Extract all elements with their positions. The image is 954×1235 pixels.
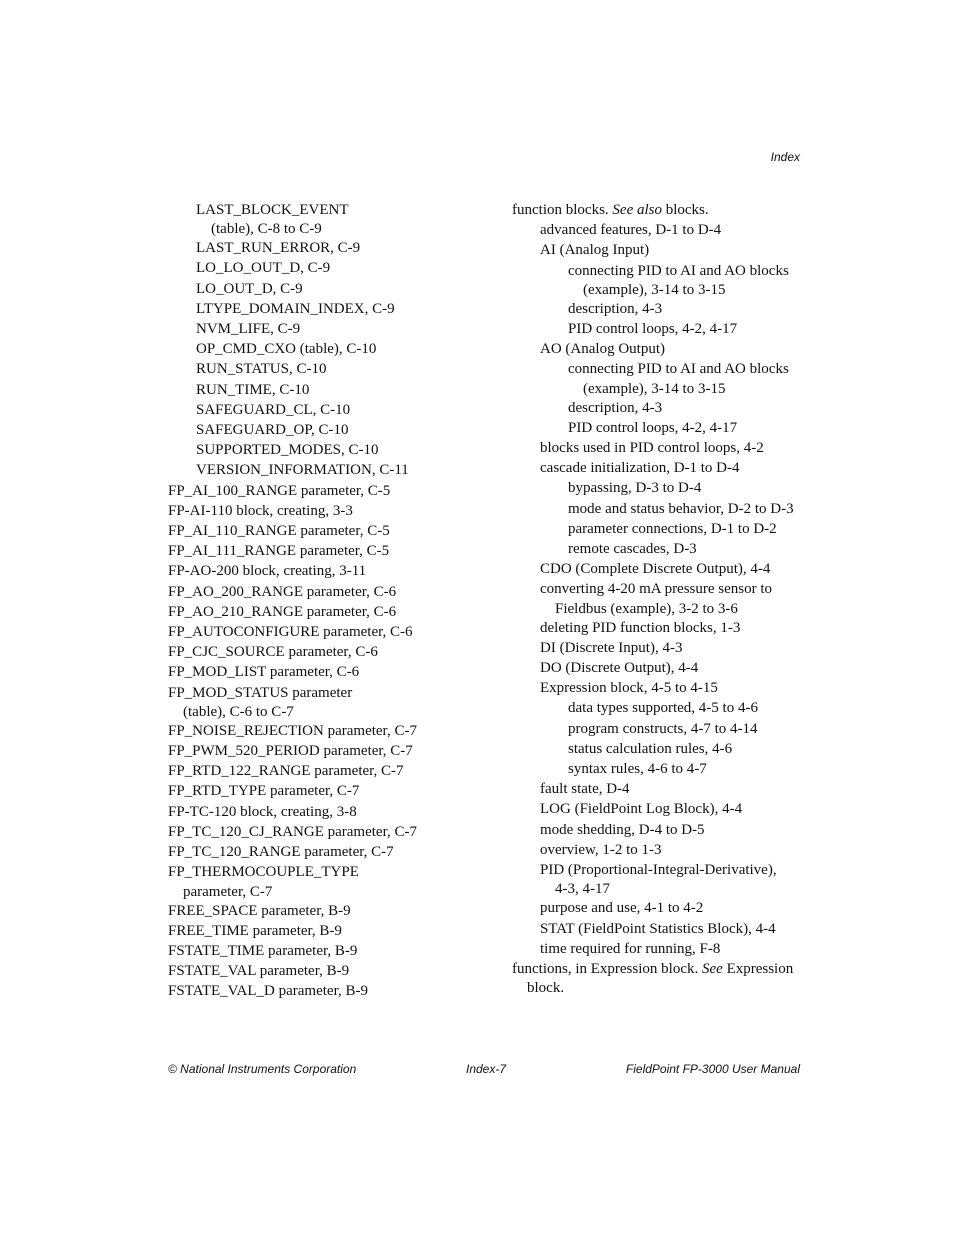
index-entry-text: FP-AO-200 block, creating, 3-11: [168, 563, 367, 580]
index-entry-text: purpose and use, 4-1 to 4-2: [540, 900, 704, 917]
index-entry: [512, 618, 812, 638]
index-entry: [512, 719, 812, 739]
index-entry-text: CDO (Complete Discrete Output), 4-4: [540, 561, 771, 578]
index-entry: [168, 622, 468, 642]
footer-manual-title: FieldPoint FP-3000 User Manual: [625, 1062, 800, 1076]
index-entry: [168, 279, 468, 299]
index-entry: [512, 840, 812, 860]
index-entry: [168, 319, 468, 339]
index-entry: [512, 579, 812, 617]
index-entry: [512, 519, 812, 539]
index-entry: [512, 658, 812, 678]
index-entry: [168, 582, 468, 602]
index-entry-text: bypassing, D-3 to D-4: [568, 480, 702, 497]
index-entry-text: FP_AO_210_RANGE parameter, C-6: [168, 603, 397, 620]
index-entry-text: LAST_BLOCK_EVENT: [196, 202, 349, 218]
index-entry-text: LO_LO_OUT_D, C-9: [196, 260, 331, 277]
index-entry-text: STAT (FieldPoint Statistics Block), 4-4: [540, 920, 776, 937]
index-entry-continuation: block.: [527, 980, 565, 997]
index-entry: [168, 258, 468, 278]
index-entry-continuation: parameter, C-7: [183, 883, 273, 900]
index-entry-text: remote cascades, D-3: [568, 541, 697, 558]
index-entry-text: LAST_RUN_ERROR, C-9: [196, 240, 361, 257]
index-entry: [168, 440, 468, 460]
index-entry: [168, 862, 468, 900]
index-entry-text: SUPPORTED_MODES, C-10: [196, 442, 379, 459]
index-entry-text: [512, 961, 793, 977]
index-entry: [512, 499, 812, 519]
index-entry: [512, 359, 812, 397]
index-entry-text: FP_RTD_122_RANGE parameter, C-7: [168, 763, 404, 780]
index-entry: [512, 939, 812, 959]
index-column-left: [168, 200, 468, 1002]
index-entry-text: fault state, D-4: [540, 781, 630, 798]
index-entry-text: FP_CJC_SOURCE parameter, C-6: [168, 644, 378, 661]
index-entry: [168, 339, 468, 359]
index-entry-text: VERSION_INFORMATION, C-11: [196, 462, 409, 479]
index-entry-text: PID control loops, 4-2, 4-17: [568, 419, 738, 436]
index-entry-text: converting 4-20 mA pressure sensor to: [540, 581, 773, 598]
index-entry-text: FSTATE_TIME parameter, B-9: [168, 942, 358, 959]
index-entry: [512, 200, 812, 220]
index-entry-text: mode and status behavior, D-2 to D-3: [568, 500, 794, 517]
index-entry-text: overview, 1-2 to 1-3: [540, 841, 662, 858]
index-entry: [168, 961, 468, 981]
index-entry: [512, 220, 812, 240]
index-entry: [168, 642, 468, 662]
index-entry-text: DI (Discrete Input), 4-3: [540, 639, 683, 656]
index-entry-text: FP_RTD_TYPE parameter, C-7: [168, 783, 360, 800]
index-entry: [512, 478, 812, 498]
index-entry-text: AO (Analog Output): [540, 341, 665, 358]
index-entry: [168, 822, 468, 842]
index-entry-text: connecting PID to AI and AO blocks: [568, 262, 789, 279]
index-entry-segment: function blocks.: [512, 202, 613, 218]
index-entry: [168, 602, 468, 622]
index-entry: [168, 400, 468, 420]
index-entry: [512, 698, 812, 718]
index-entry-text: connecting PID to AI and AO blocks: [568, 361, 789, 378]
index-entry: [168, 941, 468, 961]
index-entry: [512, 438, 812, 458]
index-entry-text: FSTATE_VAL parameter, B-9: [168, 963, 350, 980]
index-entry: [168, 901, 468, 921]
index-entry-text: LOG (FieldPoint Log Block), 4-4: [540, 801, 743, 818]
index-entry: [512, 919, 812, 939]
index-entry-text: FP_AUTOCONFIGURE parameter, C-6: [168, 624, 413, 641]
index-entry: [512, 261, 812, 299]
index-entry: [512, 339, 812, 359]
index-entry-continuation: (table), C-6 to C-7: [183, 703, 294, 720]
index-entry: [512, 299, 812, 319]
index-entry: [168, 981, 468, 1001]
index-entry-text: FP_TC_120_RANGE parameter, C-7: [168, 844, 394, 861]
index-entry-text: FP_MOD_LIST parameter, C-6: [168, 664, 360, 681]
index-entry-text: status calculation rules, 4-6: [568, 740, 733, 757]
index-entry: [168, 238, 468, 258]
index-entry-text: PID (Proportional-Integral-Derivative),: [540, 862, 777, 879]
index-entry: [168, 741, 468, 761]
index-entry: [168, 200, 468, 238]
index-entry: [512, 898, 812, 918]
index-entry: [512, 959, 812, 997]
index-entry: [168, 781, 468, 801]
see-also-reference: See also: [612, 202, 662, 218]
index-entry-text: OP_CMD_CXO (table), C-10: [196, 341, 377, 358]
index-entry-text: program constructs, 4-7 to 4-14: [568, 720, 758, 737]
index-entry-continuation: (example), 3-14 to 3-15: [583, 281, 726, 298]
index-entry-text: FP_MOD_STATUS parameter: [168, 684, 353, 701]
index-entry: [168, 561, 468, 581]
index-entry-text: FP-TC-120 block, creating, 3-8: [168, 803, 357, 820]
index-entry: [168, 359, 468, 379]
index-entry-text: cascade initialization, D-1 to D-4: [540, 460, 740, 477]
index-entry: [168, 299, 468, 319]
index-entry-continuation: Fieldbus (example), 3-2 to 3-6: [555, 600, 738, 617]
index-entry: [512, 240, 812, 260]
index-entry: [512, 799, 812, 819]
index-entry-text: mode shedding, D-4 to D-5: [540, 821, 705, 838]
index-entry-text: FSTATE_VAL_D parameter, B-9: [168, 983, 368, 1000]
index-entry: [168, 380, 468, 400]
index-entry: [512, 860, 812, 898]
index-entry: [168, 761, 468, 781]
index-entry: [512, 638, 812, 658]
index-entry-text: blocks used in PID control loops, 4-2: [540, 440, 764, 457]
index-entry-text: Expression block, 4-5 to 4-15: [540, 680, 718, 697]
see-also-reference: See: [701, 960, 723, 977]
index-entry: [512, 398, 812, 418]
index-entry-text: FP_TC_120_CJ_RANGE parameter, C-7: [168, 823, 417, 840]
index-entry: [168, 683, 468, 721]
index-entry: [512, 418, 812, 438]
index-entry-text: FP_AO_200_RANGE parameter, C-6: [168, 583, 397, 600]
index-entry-text: FP_NOISE_REJECTION parameter, C-7: [168, 722, 417, 739]
index-entry-segment: Expression: [722, 960, 794, 977]
index-entry: [512, 319, 812, 339]
index-entry: [168, 501, 468, 521]
index-entry-text: deleting PID function blocks, 1-3: [540, 619, 741, 636]
index-entry-text: FP_AI_111_RANGE parameter, C-5: [168, 543, 390, 560]
index-entry-text: FREE_SPACE parameter, B-9: [168, 902, 351, 919]
index-entry-text: SAFEGUARD_CL, C-10: [196, 401, 351, 418]
index-entry: [512, 458, 812, 478]
index-entry-segment: blocks.: [661, 202, 709, 218]
index-entry: [168, 842, 468, 862]
index-entry-text: data types supported, 4-5 to 4-6: [568, 700, 758, 717]
index-entry-text: FREE_TIME parameter, B-9: [168, 922, 342, 939]
index-entry-text: LTYPE_DOMAIN_INDEX, C-9: [196, 300, 395, 317]
index-entry-text: FP_AI_110_RANGE parameter, C-5: [168, 523, 390, 540]
index-entry: [168, 481, 468, 501]
index-entry: [168, 541, 468, 561]
index-entry-continuation: 4-3, 4-17: [555, 881, 610, 898]
index-entry: [512, 559, 812, 579]
index-column-right: [512, 200, 812, 997]
index-entry-text: syntax rules, 4-6 to 4-7: [568, 761, 707, 778]
index-entry-text: time required for running, F-8: [540, 940, 721, 957]
index-entry-text: parameter connections, D-1 to D-2: [568, 520, 777, 537]
footer-copyright: © National Instruments Corporation: [168, 1062, 357, 1076]
index-entry-text: advanced features, D-1 to D-4: [540, 222, 722, 239]
index-entry-text: NVM_LIFE, C-9: [196, 321, 301, 338]
index-entry-text: description, 4-3: [568, 300, 663, 317]
index-entry-text: description, 4-3: [568, 399, 663, 416]
index-entry: [512, 779, 812, 799]
index-entry: [168, 802, 468, 822]
index-entry-text: FP_THERMOCOUPLE_TYPE: [168, 864, 359, 881]
index-entry-text: [512, 202, 709, 218]
index-entry-continuation: (example), 3-14 to 3-15: [583, 380, 726, 397]
index-entry: [512, 539, 812, 559]
index-entry: [168, 420, 468, 440]
index-entry-text: FP_PWM_520_PERIOD parameter, C-7: [168, 743, 413, 760]
index-entry: [512, 739, 812, 759]
index-entry-text: FP-AI-110 block, creating, 3-3: [168, 502, 353, 519]
index-entry: [512, 678, 812, 698]
index-entry-text: FP_AI_100_RANGE parameter, C-5: [168, 482, 391, 499]
index-entry: [168, 460, 468, 480]
index-entry-text: DO (Discrete Output), 4-4: [540, 660, 699, 677]
index-entry: [168, 521, 468, 541]
index-entry: [168, 921, 468, 941]
index-entry-text: RUN_STATUS, C-10: [196, 361, 327, 378]
index-entry-text: SAFEGUARD_OP, C-10: [196, 422, 349, 439]
index-entry: [168, 721, 468, 741]
index-entry: [512, 759, 812, 779]
index-entry-continuation: (table), C-8 to C-9: [211, 221, 322, 238]
index-entry-segment: functions, in Expression block.: [512, 960, 702, 977]
index-entry-text: AI (Analog Input): [540, 242, 650, 259]
index-entry-text: RUN_TIME, C-10: [196, 381, 310, 398]
footer-page-number: Index-7: [466, 1062, 507, 1076]
index-entry-text: LO_OUT_D, C-9: [196, 280, 303, 297]
running-header: Index: [770, 150, 800, 164]
index-entry-text: PID control loops, 4-2, 4-17: [568, 321, 738, 338]
index-entry: [512, 820, 812, 840]
index-entry: [168, 662, 468, 682]
